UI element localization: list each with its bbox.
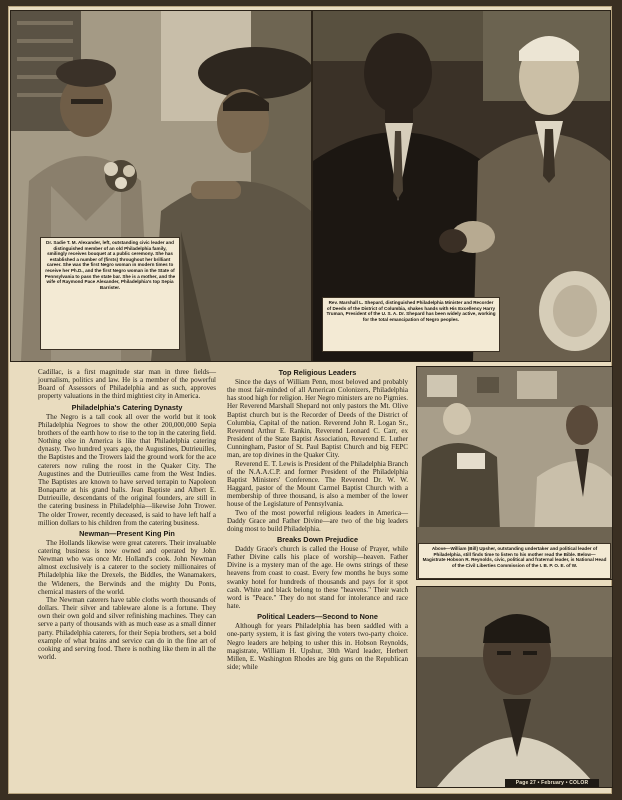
column2-religious-paragraph-3: Two of the most powerful religious leaders in America—Daddy Grace and Father Divine—are two of the big leaders doing most to build Philadelphia. [227,508,408,533]
article-column-2 [227,368,408,671]
heading-political-leaders: Political Leaders—Second to None [257,612,378,622]
photo-upsher-bible [416,366,613,580]
column2-religious-paragraph-1: Since the days of William Penn, most beloved and probably the most fair-minded of all American Colonizers, Philadelphia has stood high for religion. Her Negro ministers are no Pigmies. Her Reverend Marshall Shepard not only pastors the Mt. Olive Baptist church but is the Recorder of Deeds of the District of Columbia, Capital of the nation. Reverend John R. Logan Sr., Reverend Arthur E. Rankin, Reverend Leonard C. Carr, ex President of the State Baptist Association, Reverend E. Luther Cunningham, Pastor of St. Paul Baptist Church and big FEPC man, are top divines in the Quaker City. [227,378,408,460]
column1-newman-paragraph-2: The Newman caterers have table cloths worth thousands of dollars. Their silver and tableware alone is a fortune. They own their own gold and silver refinishing machines. They can serve a party of thousands with as much ease as a small dinner party. Philadelphia caterers, for their Sepia brothers, set a bold example of what brains and service can do in the fine art of cooking and serving food. There is nothing like them in all the world. [38,595,216,661]
photo-reynolds-portrait [416,586,613,788]
photo-caption-alexander: Dr. Sadie T. M. Alexander, left, outstanding civic leader and distinguished member of an old Philadelphia family, smilingly receives bouquet at a public ceremony. She has established a number of (firsts) throughout her brilliant career. She was the first Negro woman in modern times to receive her Ph.D., and the first Negro woman in the State of Pennsylvania to pass the state bar. She is a mother, and the wife of Raymond Pace Alexander, Philadelphia's top Sepia Barrister. [40,237,180,350]
article-column-1 [38,368,216,661]
photo-caption-shepard: Rev. Marshall L. Shepard, distinguished Philadelphia Minister and Recorder of Deeds of the District of Columbia, shakes hands with His Excellency Harry Truman, President of the U. S. A. Dr. Shepard has been widely active, working for the total emancipation of Negro peoples. [322,297,500,352]
heading-catering-dynasty: Philadelphia's Catering Dynasty [71,402,183,412]
heading-religious-leaders: Top Religious Leaders [278,368,357,377]
column1-newman-paragraph-1: The Hollands likewise were great caterers. Their invaluable catering business is now owned and operated by John Newman who was once Mr. Holland's cook. John Newman almost exclusively is a caterer to the society millionaires of Philadelphia like the Drexels, the Biddles, the Wanamakers, the Wideners, the Berwinds and the mighty Du Ponts, chemical masters of the world. [38,538,216,596]
column1-intro-paragraph: Cadillac, is a first magnitude star man in three fields—journalism, politics and law. He is a member of the powerful Board of Assessors of Philadelphia and as such, approves property valuations in the third mightiest city in America. [38,368,216,401]
photo-bouquet-ceremony [10,10,312,362]
page-folio: Page 27 • February • COLOR [505,779,599,788]
column1-catering-paragraph: The Negro is a tall cook all over the world but it took Philadelphia Negroes to show the other 200,000,000 Sepia brothers of the earth how to rise to the top in the catering field. Nothing else in America is like that Philadelphia catering dynasty. Two hundred years ago, the Augustines, Dutrieuilles, the Baptistes and the Trowers laid the ground work for the ace caterers now ruling the roost in the Quaker City. The Augustines and the Dutrieuilles came from the West Indies. The Baptistes are known to have served terrapin to Napoleon Bonaparte at his grand balls. Jean Baptiste and Albert E. Dutrieuille, descendants of the original founders, are still in the catering business in Philadelphia—likewise John Trower. The older Trower, recently deceased, is said to have left half a million dollars to his children from the catering business. [38,412,216,527]
magazine-page [8,6,612,794]
heading-newman-king-pin: Newman—Present King Pin [79,528,175,538]
column2-religious-paragraph-2: Reverend E. T. Lewis is President of the Philadelphia Branch of the N.A.A.C.P. and former President of the Philadelphia Baptist Ministers' Conference. The Reverend Dr. W. W. Haggard, pastor of the Mount Carmel Baptist Church with a membership of three thousand, is also a member of the lower house of the Legislature of Pennsylvania. [227,459,408,509]
column2-political-paragraph: Although for years Philadelphia has been saddled with a one-party system, it is fast giving the voters two-party choice. Negro leaders are helping to usher this in. Hobson Reynolds, magistrate, William H. Upshur, 30th Ward leader, Herbert Millen, E. Washington Rhodes are big guns on the Republican side; while [227,622,408,671]
column2-prejudice-paragraph: Daddy Grace's church is called the House of Prayer, while Father Divine calls his place of worship—heaven. Father Divine is a mystery man of the age. He owns strings of these heavens from coast to coast. Every few months he buys some swanky hotel for hundreds of thousands and pays for it spot cash. White and black belong to these "heavens." Their watch word is "Peace." They do not stand for intolerance and race hate. [227,544,408,611]
photo-truman-handshake [312,10,611,362]
heading-breaks-down-prejudice: Breaks Down Prejudice [276,534,359,544]
photo-reynolds-portrait-image [417,587,612,787]
photo-caption-upsher-reynolds: Above—William (Bill) Upsher, outstanding undertaker and political leader of Philadelphia, still finds time to listen to his mother read the Bible. Below—Magistrate Hobson R. Reynolds, civic, political and fraternal leader, is National Head of the Civil Liberties Commission of the I. B. P. O. E. of W. [418,543,611,579]
